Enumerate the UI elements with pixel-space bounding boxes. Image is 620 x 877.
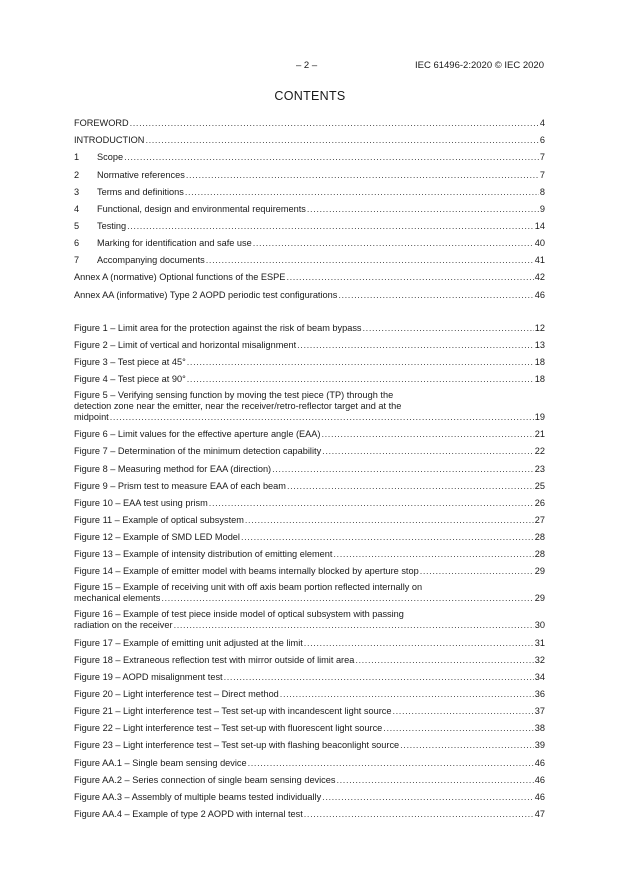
toc-section-entry[interactable] <box>74 232 545 249</box>
toc-section-entry[interactable] <box>74 112 545 129</box>
toc-figure-entry[interactable] <box>74 577 545 604</box>
dot-leader <box>185 187 539 198</box>
dot-leader <box>174 620 534 631</box>
dot-leader <box>393 706 534 717</box>
entry-label: Figure 4 – Test piece at 90° <box>74 374 186 385</box>
entry-page: 46 <box>534 289 545 300</box>
entry-label: Figure 9 – Prism test to measure EAA of each beam <box>74 480 286 491</box>
entry-last-line <box>74 620 545 631</box>
dot-leader <box>209 498 534 509</box>
dot-leader <box>272 464 534 475</box>
entry-label: Normative references <box>97 169 185 180</box>
table-of-contents <box>74 112 545 820</box>
entry-label: Figure 1 – Limit area for the protection against the risk of beam bypass <box>74 322 362 333</box>
entry-page: 42 <box>534 272 545 283</box>
toc-figure-entry[interactable] <box>74 769 545 786</box>
entry-label: Figure 6 – Limit values for the effective aperture angle (EAA) <box>74 429 321 440</box>
dot-leader <box>145 135 538 146</box>
toc-figure-entry[interactable] <box>74 683 545 700</box>
dot-leader <box>161 593 533 604</box>
dot-leader <box>287 481 534 492</box>
spacer <box>74 301 545 317</box>
entry-label-line: Figure 15 – Example of receiving unit with off axis beam portion reflected internally on <box>74 582 423 593</box>
entry-label: INTRODUCTION <box>74 135 145 146</box>
entry-page: 27 <box>534 514 545 525</box>
entry-number: 2 <box>74 169 80 180</box>
entry-label: Figure 21 – Light interference test – Test set-up with incandescent light source <box>74 706 392 717</box>
entry-number: 5 <box>74 220 80 231</box>
dot-leader <box>304 638 534 649</box>
toc-figure-entry[interactable] <box>74 717 545 734</box>
entry-label-line: Figure 5 – Verifying sensing function by moving the test piece (TP) through the <box>74 390 394 401</box>
entry-label: Figure 8 – Measuring method for EAA (direction) <box>74 463 272 474</box>
entry-page: 39 <box>534 740 545 751</box>
dot-leader <box>307 204 539 215</box>
toc-figure-entry[interactable] <box>74 786 545 803</box>
entry-page: 41 <box>534 255 545 266</box>
dot-leader <box>297 340 534 351</box>
dot-leader <box>127 221 534 232</box>
toc-figure-entry[interactable] <box>74 492 545 509</box>
dot-leader <box>124 152 539 163</box>
toc-figure-entry[interactable] <box>74 475 545 492</box>
entry-label: Figure 12 – Example of SMD LED Model <box>74 532 240 543</box>
dot-leader <box>336 775 533 786</box>
entry-label: mechanical elements <box>74 593 161 604</box>
entry-label: Figure 19 – AOPD misalignment test <box>74 671 223 682</box>
toc-section-entry[interactable] <box>74 163 545 180</box>
entry-label: Functional, design and environmental requirements <box>97 203 306 214</box>
entry-label: Figure AA.4 – Example of type 2 AOPD with internal test <box>74 808 303 819</box>
contents-title: CONTENTS <box>274 89 346 103</box>
entry-page: 29 <box>534 593 545 604</box>
entry-label: Figure 22 – Light interference test – Test set-up with fluorescent light source <box>74 723 383 734</box>
entry-page: 6 <box>539 135 545 146</box>
toc-figure-entry[interactable] <box>74 543 545 560</box>
entry-label: Figure AA.1 – Single beam sensing device <box>74 757 247 768</box>
entry-page: 13 <box>534 339 545 350</box>
toc-figure-entry[interactable] <box>74 666 545 683</box>
entry-page: 8 <box>539 186 545 197</box>
dot-leader <box>383 723 533 734</box>
entry-page: 4 <box>539 118 545 129</box>
entry-label: radiation on the receiver <box>74 620 173 631</box>
toc-figure-entry[interactable] <box>74 317 545 334</box>
toc-figure-entry[interactable] <box>74 457 545 474</box>
toc-figure-entry[interactable] <box>74 803 545 820</box>
dot-leader <box>186 170 539 181</box>
entry-page: 18 <box>534 374 545 385</box>
toc-figure-entry[interactable] <box>74 751 545 768</box>
entry-page: 28 <box>534 549 545 560</box>
entry-page: 46 <box>534 757 545 768</box>
dot-leader <box>245 515 534 526</box>
entry-label: Annex A (normative) Optional functions of the ESPE <box>74 272 286 283</box>
entry-number: 4 <box>74 203 80 214</box>
entry-label-line: Figure 16 – Example of test piece inside model of optical subsystem with passing <box>74 609 404 620</box>
toc-section-entry[interactable] <box>74 146 545 163</box>
toc-figure-entry[interactable] <box>74 385 545 423</box>
entry-label: Accompanying documents <box>97 255 205 266</box>
toc-figure-entry[interactable] <box>74 560 545 577</box>
toc-figure-entry[interactable] <box>74 526 545 543</box>
toc-figure-entry[interactable] <box>74 734 545 751</box>
toc-figure-entry[interactable] <box>74 334 545 351</box>
dot-leader <box>253 238 534 249</box>
entry-label: Figure AA.2 – Series connection of single beam sensing devices <box>74 774 336 785</box>
entry-label: Figure 11 – Example of optical subsystem <box>74 514 244 525</box>
entry-page: 29 <box>534 566 545 577</box>
toc-figure-entry[interactable] <box>74 423 545 440</box>
dot-leader <box>130 118 539 129</box>
dot-leader <box>241 532 534 543</box>
toc-section-entry[interactable] <box>74 283 545 300</box>
toc-section-entry[interactable] <box>74 266 545 283</box>
dot-leader <box>322 792 534 803</box>
toc-figure-entry[interactable] <box>74 649 545 666</box>
entry-label: Figure 7 – Determination of the minimum detection capability <box>74 446 322 457</box>
entry-label: Figure 17 – Example of emitting unit adjusted at the limit <box>74 637 303 648</box>
entry-page: 31 <box>534 637 545 648</box>
dot-leader <box>304 809 534 820</box>
toc-section-entry[interactable] <box>74 129 545 146</box>
entry-label: Figure 20 – Light interference test – Direct method <box>74 688 279 699</box>
entry-page: 9 <box>539 203 545 214</box>
entry-page: 46 <box>534 791 545 802</box>
entry-page: 28 <box>534 532 545 543</box>
entry-page: 32 <box>534 654 545 665</box>
entry-label: Figure 23 – Light interference test – Test set-up with flashing beaconlight source <box>74 740 400 751</box>
entry-page: 19 <box>534 412 545 423</box>
entry-label: Terms and definitions <box>97 186 184 197</box>
dot-leader <box>363 323 534 334</box>
dot-leader <box>400 740 534 751</box>
entry-label: Figure AA.3 – Assembly of multiple beams tested individually <box>74 791 322 802</box>
entry-page: 12 <box>534 322 545 333</box>
entry-label: Figure 18 – Extraneous reflection test with mirror outside of limit area <box>74 654 355 665</box>
entry-page: 7 <box>539 169 545 180</box>
entry-label: Figure 14 – Example of emitter model with beams internally blocked by aperture stop <box>74 566 419 577</box>
entry-label: Annex AA (informative) Type 2 AOPD periodic test configurations <box>74 289 338 300</box>
toc-figure-entry[interactable] <box>74 700 545 717</box>
entry-label: FOREWORD <box>74 118 129 129</box>
entry-page: 30 <box>534 620 545 631</box>
entry-page: 40 <box>534 238 545 249</box>
toc-figure-entry[interactable] <box>74 368 545 385</box>
dot-leader <box>224 672 534 683</box>
entry-page: 23 <box>534 463 545 474</box>
entry-last-line <box>74 412 545 423</box>
toc-figure-entry[interactable] <box>74 631 545 648</box>
entry-page: 21 <box>534 429 545 440</box>
dot-leader <box>248 758 534 769</box>
entry-page: 34 <box>534 671 545 682</box>
dot-leader <box>322 429 534 440</box>
entry-number: 1 <box>74 152 80 163</box>
entry-label: Figure 10 – EAA test using prism <box>74 497 208 508</box>
dot-leader <box>355 655 533 666</box>
entry-page: 46 <box>534 774 545 785</box>
dot-leader <box>280 689 534 700</box>
toc-section-entry[interactable] <box>74 215 545 232</box>
dot-leader <box>333 549 533 560</box>
dot-leader <box>420 566 534 577</box>
entry-page: 7 <box>539 152 545 163</box>
entry-label: Figure 13 – Example of intensity distribution of emitting element <box>74 549 333 560</box>
entry-page: 14 <box>534 220 545 231</box>
toc-figure-entry[interactable] <box>74 604 545 631</box>
entry-page: 18 <box>534 356 545 367</box>
standard-id: IEC 61496-2:2020 © IEC 2020 <box>414 60 544 71</box>
entry-number: 3 <box>74 186 80 197</box>
entry-label: midpoint <box>74 412 109 423</box>
entry-label: Figure 3 – Test piece at 45° <box>74 356 186 367</box>
entry-page: 38 <box>534 723 545 734</box>
entry-label: Testing <box>97 220 127 231</box>
toc-section-entry[interactable] <box>74 198 545 215</box>
entry-page: 26 <box>534 497 545 508</box>
dot-leader <box>206 255 534 266</box>
dot-leader <box>187 374 534 385</box>
entry-page: 36 <box>534 688 545 699</box>
entry-last-line <box>74 593 545 604</box>
toc-section-entry[interactable] <box>74 181 545 198</box>
entry-label: Scope <box>97 152 124 163</box>
entry-label: Figure 2 – Limit of vertical and horizontal misalignment <box>74 339 297 350</box>
page-number: – 2 – <box>296 60 318 71</box>
entry-label: Marking for identification and safe use <box>97 238 252 249</box>
entry-label-line: detection zone near the emitter, near the receiver/retro-reflector target and at the <box>74 401 402 412</box>
dot-leader <box>286 272 533 283</box>
dot-leader <box>187 357 534 368</box>
entry-number: 6 <box>74 238 80 249</box>
toc-figure-entry[interactable] <box>74 509 545 526</box>
entry-page: 25 <box>534 480 545 491</box>
dot-leader <box>322 446 534 457</box>
entry-number: 7 <box>74 255 80 266</box>
entry-page: 37 <box>534 706 545 717</box>
entry-page: 47 <box>534 808 545 819</box>
toc-section-entry[interactable] <box>74 249 545 266</box>
toc-figure-entry[interactable] <box>74 351 545 368</box>
entry-page: 22 <box>534 446 545 457</box>
dot-leader <box>338 290 533 301</box>
toc-figure-entry[interactable] <box>74 440 545 457</box>
dot-leader <box>110 412 534 423</box>
